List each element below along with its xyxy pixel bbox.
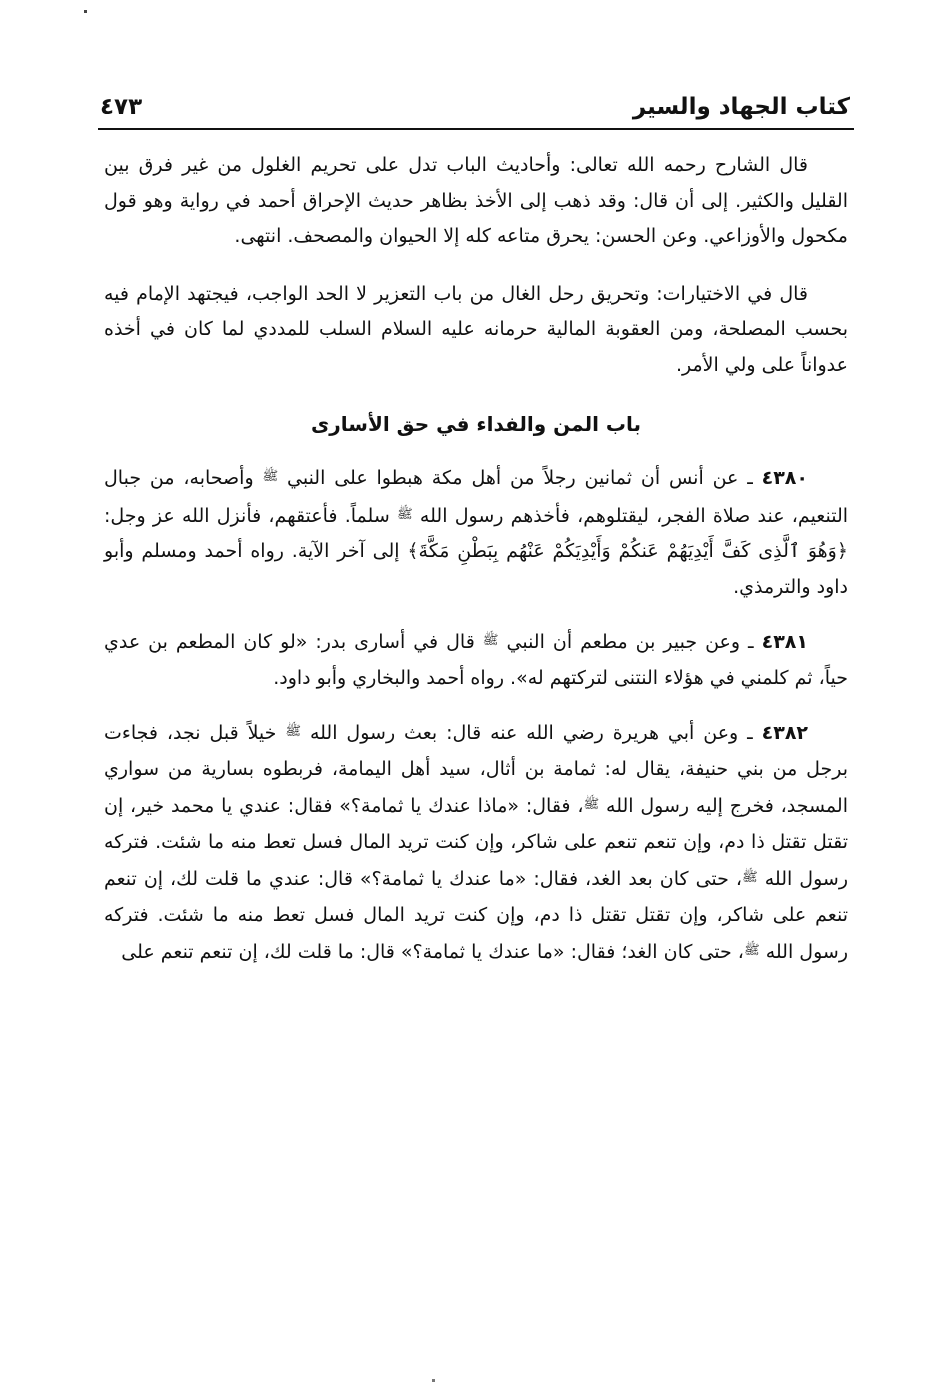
header-rule xyxy=(98,128,854,130)
hadith-number: ٤٣٨٢ xyxy=(761,722,809,744)
hadith-4382: ٤٣٨٢ ـ وعن أبي هريرة رضي الله عنه قال: بعث رسول الله $^ﷺ$ خيلاً قبل نجد، فجاءت برجل من بني حنيفة، يقال له: ثمامة بن أثال، سيد أهل اليمامة، فربطوه بسارية من سواري المسجد، فخرج إليه رسول الله $^ﷺ$، فقال: «ماذا عندك يا ثمامة؟» فقال: عندي يا محمد خير، إن تقتل تقتل ذا دم، وإن تنعم تنعم على شاكر، وإن كنت تريد المال فسل تعط منه ما شئت. فتركه رسول الله $^ﷺ$، حتى كان بعد الغد، فقال: «ما عندك يا ثمامة؟» قال: عندي ما قلت لك، إن تنعم تنعم على شاكر، وإن تقتل تقتل ذا دم، وإن كنت تريد المال فسل تعط منه ما شئت. فتركه رسول الله $^ﷺ$، حتى كان الغد؛ فقال: «ما عندك يا ثمامة؟» قال: ما قلت لك، إن تنعم تنعم على xyxy=(104,722,848,963)
scan-speck xyxy=(84,10,87,13)
ikhtiyarat-paragraph: قال في الاختيارات: وتحريق رحل الغال من باب التعزير لا الحد الواجب، فيجتهد الإمام فيه بحسب المصلحة، ومن العقوبة المالية حرمانه عليه السلام السلب للمددي لما كان في أخذه عدواناً على ولي الأمر. xyxy=(104,282,848,376)
hadith-number: ٤٣٨١ xyxy=(761,631,808,653)
page-header xyxy=(100,78,850,122)
hadith-number: ٤٣٨٠ xyxy=(761,467,808,489)
scan-speck xyxy=(432,1379,435,1382)
section-heading: باب المن والفداء في حق الأسارى xyxy=(310,412,642,436)
salawat-icon: ﷺ xyxy=(482,633,499,648)
page-body xyxy=(104,148,848,971)
salawat-icon: ﷺ xyxy=(285,724,302,739)
quran-verse: ﴿وَهُوَ ٱلَّذِى كَفَّ أَيْدِيَهُمْ عَنكُمْ وَأَيْدِيَكُمْ عَنْهُم بِبَطْنِ مَكَّةَ﴾ xyxy=(407,540,848,562)
salawat-icon: ﷺ xyxy=(583,797,600,812)
salawat-icon: ﷺ xyxy=(396,506,413,522)
book-title: كتاب الجهاد والسير xyxy=(632,94,850,120)
page-number: ٤٧٣ xyxy=(100,94,143,120)
salawat-icon: ﷺ xyxy=(743,943,760,958)
salawat-icon: ﷺ xyxy=(742,870,758,885)
commentary-paragraph: قال الشارح رحمه الله تعالى: وأحاديث الباب تدل على تحريم الغلول من غير فرق بين القليل والكثير. إلى أن قال: وقد ذهب إلى الأخذ بظاهر حديث الإحراق أحمد في رواية وهو قول مكحول والأوزاعي. وعن الحسن: يحرق متاعه كله إلا الحيوان والمصحف. انتهى. xyxy=(104,154,848,247)
salawat-icon: ﷺ xyxy=(262,469,279,484)
hadith-4381: ٤٣٨١ ـ وعن جبير بن مطعم أن النبي $^ﷺ$ قال في أسارى بدر: «لو كان المطعم بن عدي حياً، ثم كلمني في هؤلاء النتنى لتركتهم له». رواه أحمد والبخاري وأبو داود. xyxy=(104,631,848,689)
hadith-4380: ٤٣٨٠ ـ عن أنس أن ثمانين رجلاً من أهل مكة هبطوا على النبي $^ﷺ$ وأصحابه، من جبال التنعيم، عند صلاة الفجر، ليقتلوهم، فأخذهم رسول الله $^ﷺ$ سلماً. فأعتقهم، فأنزل الله عز وجل: ﴿وَهُوَ ٱلَّذِى كَفَّ أَيْدِيَهُمْ عَنكُمْ وَأَيْدِيَكُمْ عَنْهُم بِبَطْنِ مَكَّةَ﴾ إلى آخر الآية. رواه أحمد ومسلم وأبو داود والترمذي. xyxy=(104,467,849,598)
